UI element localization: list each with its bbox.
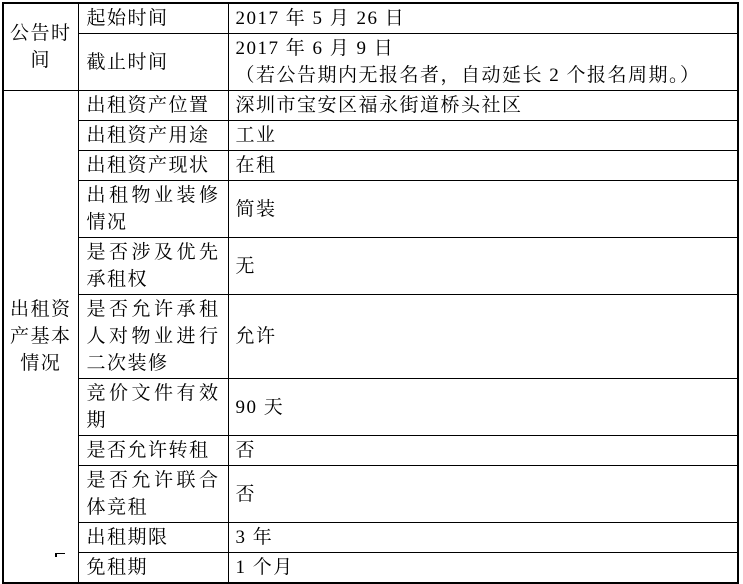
table-row — [3, 3, 738, 34]
group-header-announcement-time: 公告时间 — [3, 3, 78, 91]
field-value-asset-usage: 工业 — [228, 121, 738, 151]
end-time-note: （若公告期内无报名者，自动延长 2 个报名周期。） — [235, 65, 701, 86]
partial-next-table-edge — [55, 553, 65, 557]
field-value-end-time — [228, 34, 738, 91]
field-label-secondary-decoration: 是否允许承租人对物业进行二次装修 — [78, 295, 228, 379]
field-label-joint-bidding-allowed: 是否允许联合体竞租 — [78, 466, 228, 523]
table-row — [3, 151, 738, 181]
table-row — [3, 181, 738, 238]
table-row — [3, 238, 738, 295]
field-value-asset-location: 深圳市宝安区福永街道桥头社区 — [228, 91, 738, 121]
table-row — [3, 91, 738, 121]
table-row — [3, 553, 738, 584]
field-value-secondary-decoration: 允许 — [228, 295, 738, 379]
group-header-asset-basic-info: 出租资产基本情况 — [3, 91, 78, 584]
field-label-start-time: 起始时间 — [78, 3, 228, 34]
field-value-joint-bidding-allowed: 否 — [228, 466, 738, 523]
field-value-decoration-condition: 简装 — [228, 181, 738, 238]
field-label-asset-usage: 出租资产用途 — [78, 121, 228, 151]
table-row — [3, 121, 738, 151]
field-label-sublease-allowed: 是否允许转租 — [78, 436, 228, 466]
field-value-asset-status: 在租 — [228, 151, 738, 181]
field-label-lease-term: 出租期限 — [78, 523, 228, 553]
table-row — [3, 34, 738, 91]
field-label-asset-location: 出租资产位置 — [78, 91, 228, 121]
table-row — [3, 379, 738, 436]
field-label-bid-document-validity: 竞价文件有效期 — [78, 379, 228, 436]
table-row — [3, 295, 738, 379]
field-value-sublease-allowed: 否 — [228, 436, 738, 466]
field-label-end-time: 截止时间 — [78, 34, 228, 91]
table-row — [3, 523, 738, 553]
field-label-asset-status: 出租资产现状 — [78, 151, 228, 181]
field-value-priority-lease-right: 无 — [228, 238, 738, 295]
field-value-bid-document-validity: 90 天 — [228, 379, 738, 436]
lease-announcement-table — [2, 2, 739, 584]
field-label-decoration-condition: 出租物业装修情况 — [78, 181, 228, 238]
field-label-priority-lease-right: 是否涉及优先承租权 — [78, 238, 228, 295]
table-row — [3, 466, 738, 523]
field-value-rent-free-period: 1 个月 — [228, 553, 738, 584]
field-value-lease-term: 3 年 — [228, 523, 738, 553]
field-value-start-time: 2017 年 5 月 26 日 — [228, 3, 738, 34]
field-label-rent-free-period: 免租期 — [78, 553, 228, 584]
end-time-date: 2017 年 6 月 9 日 — [235, 38, 395, 59]
table-row — [3, 436, 738, 466]
